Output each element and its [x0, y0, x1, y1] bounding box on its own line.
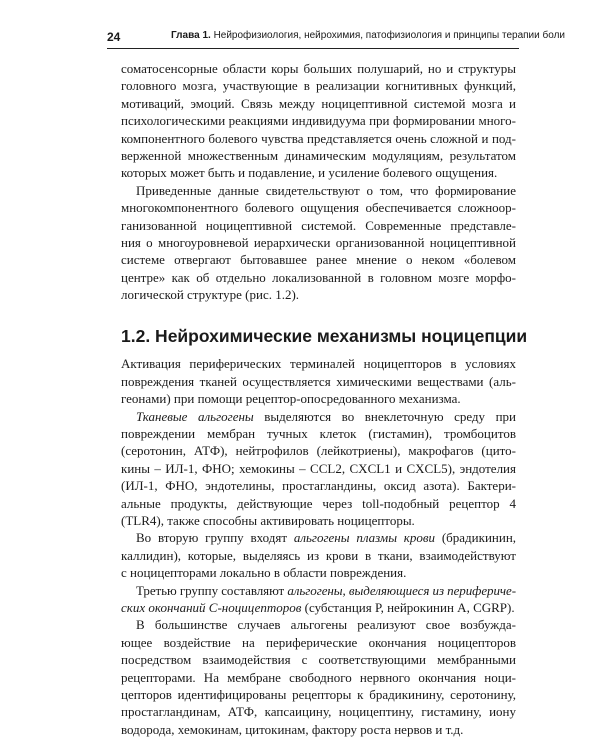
text-line: ющее воздействие на периферические окончания ноцицепторов	[121, 634, 516, 650]
text-line: Третью группу составляют альгогены, выделяющиеся из перифериче-	[136, 582, 516, 598]
text-line: психологическими реакциями индивидуума при формировании много-	[121, 113, 516, 129]
text-line: компонентного болевого чувства представляется очень сложной и под-	[121, 130, 516, 146]
italic-term: альгогены, выделяющиеся из перифериче-	[287, 582, 516, 598]
text-line: геонами) при помощи рецептор-опосредованного механизма.	[121, 391, 461, 407]
text-line: системе отвергают бытовавшее ранее мнение о неком «болевом	[121, 252, 516, 268]
text-line: головного мозга, участвующие в реализации когнитивных функций,	[121, 78, 516, 94]
italic-term: Тканевые альгогены	[136, 408, 254, 424]
text-line: Тканевые альгогены выделяются во внеклеточную среду при	[136, 408, 516, 424]
text-line: которых может быть и подавление, и усиление болевого ощущения.	[121, 165, 498, 181]
paragraph-1	[121, 60, 516, 182]
paragraph-6	[121, 582, 516, 617]
text-line: (ИЛ-1, ФНО, эндотелины, простагландины, оксид азота). Бактери-	[121, 478, 516, 494]
text-line: ганизованной ноцицептивной системой. Современные представле-	[121, 217, 516, 233]
page-body	[121, 60, 528, 738]
page-number: 24	[107, 30, 121, 44]
text-line: (серотонин, АТФ), нейтрофилов (лейкотриены), макрофагов (цито-	[121, 443, 516, 459]
paragraph-3	[121, 355, 516, 407]
text-line: рецепторами. На мембране свободного нервного окончания ноци-	[121, 669, 516, 685]
header-rule	[107, 48, 519, 49]
text-line: центре» как об отдельно локализованной в головном мозге морфо-	[121, 269, 516, 285]
paragraph-5	[121, 529, 516, 581]
text-line: Во вторую группу входят альгогены плазмы крови (брадикинин,	[136, 530, 516, 546]
paragraph-7	[121, 616, 516, 738]
text-line: водорода, хемокинам, цитокинам, фактору роста нервов и т.д.	[121, 721, 464, 737]
text-line: повреждении мембран тучных клеток (гистамин), тромбоцитов	[121, 426, 516, 442]
text-line: цепторов идентифицированы рецепторы к брадикинину, серотонину,	[121, 686, 516, 702]
text-line: повреждения тканей осуществляется химическими веществами (аль-	[121, 373, 516, 389]
text-line: соматосенсорные области коры больших полушарий, но и структуры	[121, 61, 516, 76]
italic-term: ских окончаний С-ноцицепторов	[121, 599, 302, 615]
paragraph-2	[121, 182, 516, 304]
chapter-title	[171, 30, 565, 41]
text-line: верженной множественным динамическим модуляциям, результатом	[121, 147, 516, 163]
text-line: ских окончаний С-ноцицепторов (субстанция Р, нейрокинин А, CGRP).	[121, 599, 515, 615]
paragraph-4	[121, 408, 516, 530]
text-line: простагландинам, АТФ, капсаицину, ноцицептину, гистамину, иону	[121, 704, 516, 720]
text-line: каллидин), которые, выделяясь из крови в ткани, взаимодействуют	[121, 547, 516, 563]
text-line: альные продукты, действующие через toll-подобный рецептор 4	[121, 495, 516, 511]
running-header	[107, 28, 565, 50]
italic-term: альгогены плазмы крови	[293, 530, 436, 546]
text-line: В большинстве случаев альгогены реализуют свое возбужда-	[136, 617, 516, 633]
text-line: Активация периферических терминалей ноцицепторов в условиях	[121, 356, 516, 372]
text-line: (TLR4), также способны активировать ноцицепторы.	[121, 512, 415, 528]
text-line: посредством взаимодействия с соответствующими мембранными	[121, 652, 516, 668]
chapter-title-text: Нейрофизиология, нейрохимия, патофизиология и принципы терапии боли	[213, 30, 565, 41]
text-line: мотиваций, эмоций. Связь между ноцицептивной системой мозга и	[121, 95, 516, 111]
chapter-label: Глава 1.	[171, 30, 211, 41]
section-heading: 1.2. Нейрохимические механизмы ноцицепции	[121, 326, 528, 347]
text-line: ния о многоуровневой иерархически организованной ноцицептивной	[121, 234, 516, 250]
text-line: кины – ИЛ-1, ФНО; хемокины – CCL2, CXCL1 и CXCL5), эндотелия	[121, 460, 516, 476]
text-line: логической структуре (рис. 1.2).	[121, 287, 300, 303]
text-line: Приведенные данные свидетельствуют о том, что формирование	[136, 182, 516, 198]
text-line: с ноцицепторами локально в области повреждения.	[121, 565, 407, 581]
text-line: многокомпонентного болевого ощущения обеспечивается сложноор-	[121, 200, 516, 216]
